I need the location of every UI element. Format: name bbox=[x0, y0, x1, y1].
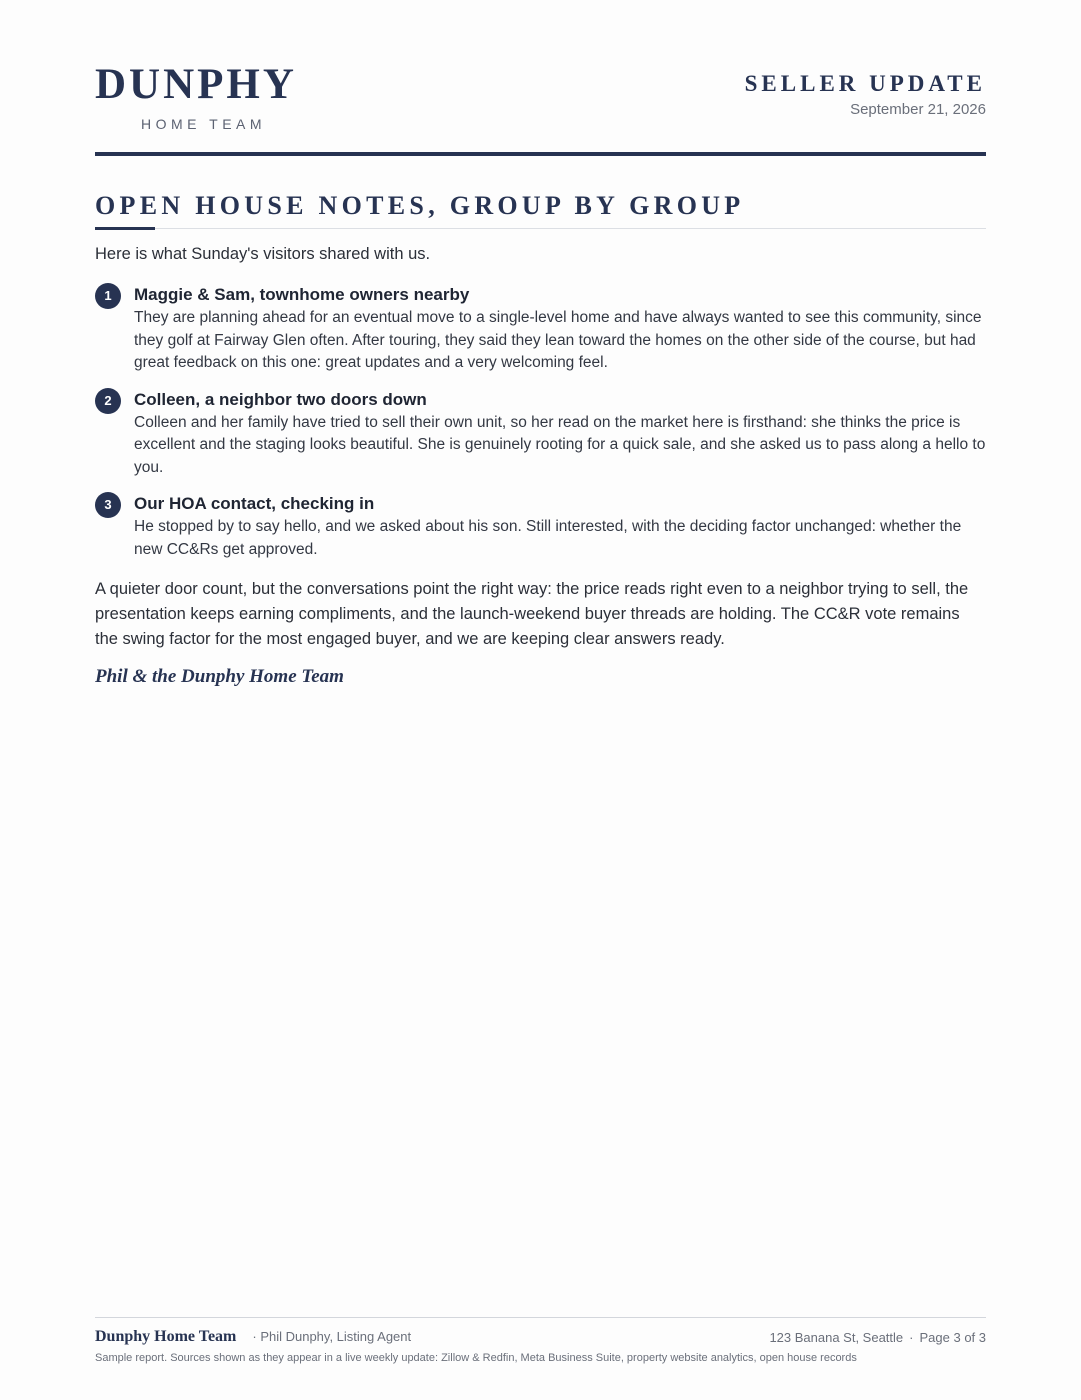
visitor-notes-list bbox=[95, 283, 986, 574]
item-body: He stopped by to say hello, and we asked about his son. Still interested, with the deciding factor unchanged: whether the new CC&Rs get approved. bbox=[134, 518, 962, 558]
signoff: Phil & the Dunphy Home Team bbox=[95, 666, 344, 687]
section-divider bbox=[95, 228, 986, 229]
brand-name: DUNPHY bbox=[95, 61, 297, 108]
footer-brand: Dunphy Home Team bbox=[95, 1328, 237, 1345]
footer-agent: · Phil Dunphy, Listing Agent bbox=[252, 1329, 412, 1344]
footer-right bbox=[769, 1330, 986, 1345]
footer-address: 123 Banana St, Seattle bbox=[769, 1330, 904, 1345]
page-number: Page 3 of 3 bbox=[919, 1330, 986, 1345]
section-heading bbox=[95, 190, 986, 222]
footer-note: Sample report. Sources shown as they appear in a live weekly update: Zillow & Redfin, Meta Business Suite, property website analytics, open house records bbox=[95, 1352, 857, 1364]
item-number-badge: 2 bbox=[95, 388, 121, 414]
document-meta bbox=[745, 70, 986, 118]
header-divider bbox=[95, 152, 986, 156]
document-page bbox=[95, 0, 986, 1400]
item-title: Maggie & Sam, townhome owners nearby bbox=[134, 285, 470, 304]
list-item bbox=[95, 283, 986, 375]
list-item bbox=[95, 388, 986, 480]
section-intro: Here is what Sunday's visitors shared with us. bbox=[95, 245, 431, 263]
document-date: September 21, 2026 bbox=[850, 101, 986, 118]
item-body: They are planning ahead for an eventual move to a single-level home and have always wanted to see this community, since they golf at Fairway Glen often. After touring, they said they lean toward the homes on the other side of the course, but had great feedback on this one: great updates and a very welcoming feel. bbox=[134, 309, 982, 371]
item-title: Our HOA contact, checking in bbox=[134, 494, 375, 513]
item-body: Colleen and her family have tried to sell their own unit, so her read on the market here is firsthand: she thinks the price is excellent and the staging looks beautiful. She is genuinely rooting for a quick sale, and she asked us to pass along a hello to you. bbox=[134, 413, 986, 476]
footer-left bbox=[95, 1328, 411, 1346]
brand-logo bbox=[95, 62, 297, 132]
footer-divider bbox=[95, 1317, 986, 1318]
summary-paragraph: A quieter door count, but the conversations point the right way: the price reads right even to a neighbor trying to sell, the presentation keeps earning compliments, and the launch-weekend buyer threads are holding. The CC&R vote remains the swing factor for the most engaged buyer, and we are keeping clear answers ready. bbox=[95, 580, 969, 648]
item-number-badge: 3 bbox=[95, 492, 121, 518]
brand-subtitle: HOME TEAM bbox=[141, 116, 267, 132]
document-title: SELLER UPDATE bbox=[744, 71, 986, 96]
section-title: OPEN HOUSE NOTES, GROUP BY GROUP bbox=[95, 191, 745, 220]
item-title: Colleen, a neighbor two doors down bbox=[134, 389, 427, 409]
list-item bbox=[95, 492, 986, 561]
section-accent-bar bbox=[95, 227, 155, 230]
footer-separator: · bbox=[909, 1330, 914, 1345]
item-number-badge: 1 bbox=[95, 283, 121, 309]
